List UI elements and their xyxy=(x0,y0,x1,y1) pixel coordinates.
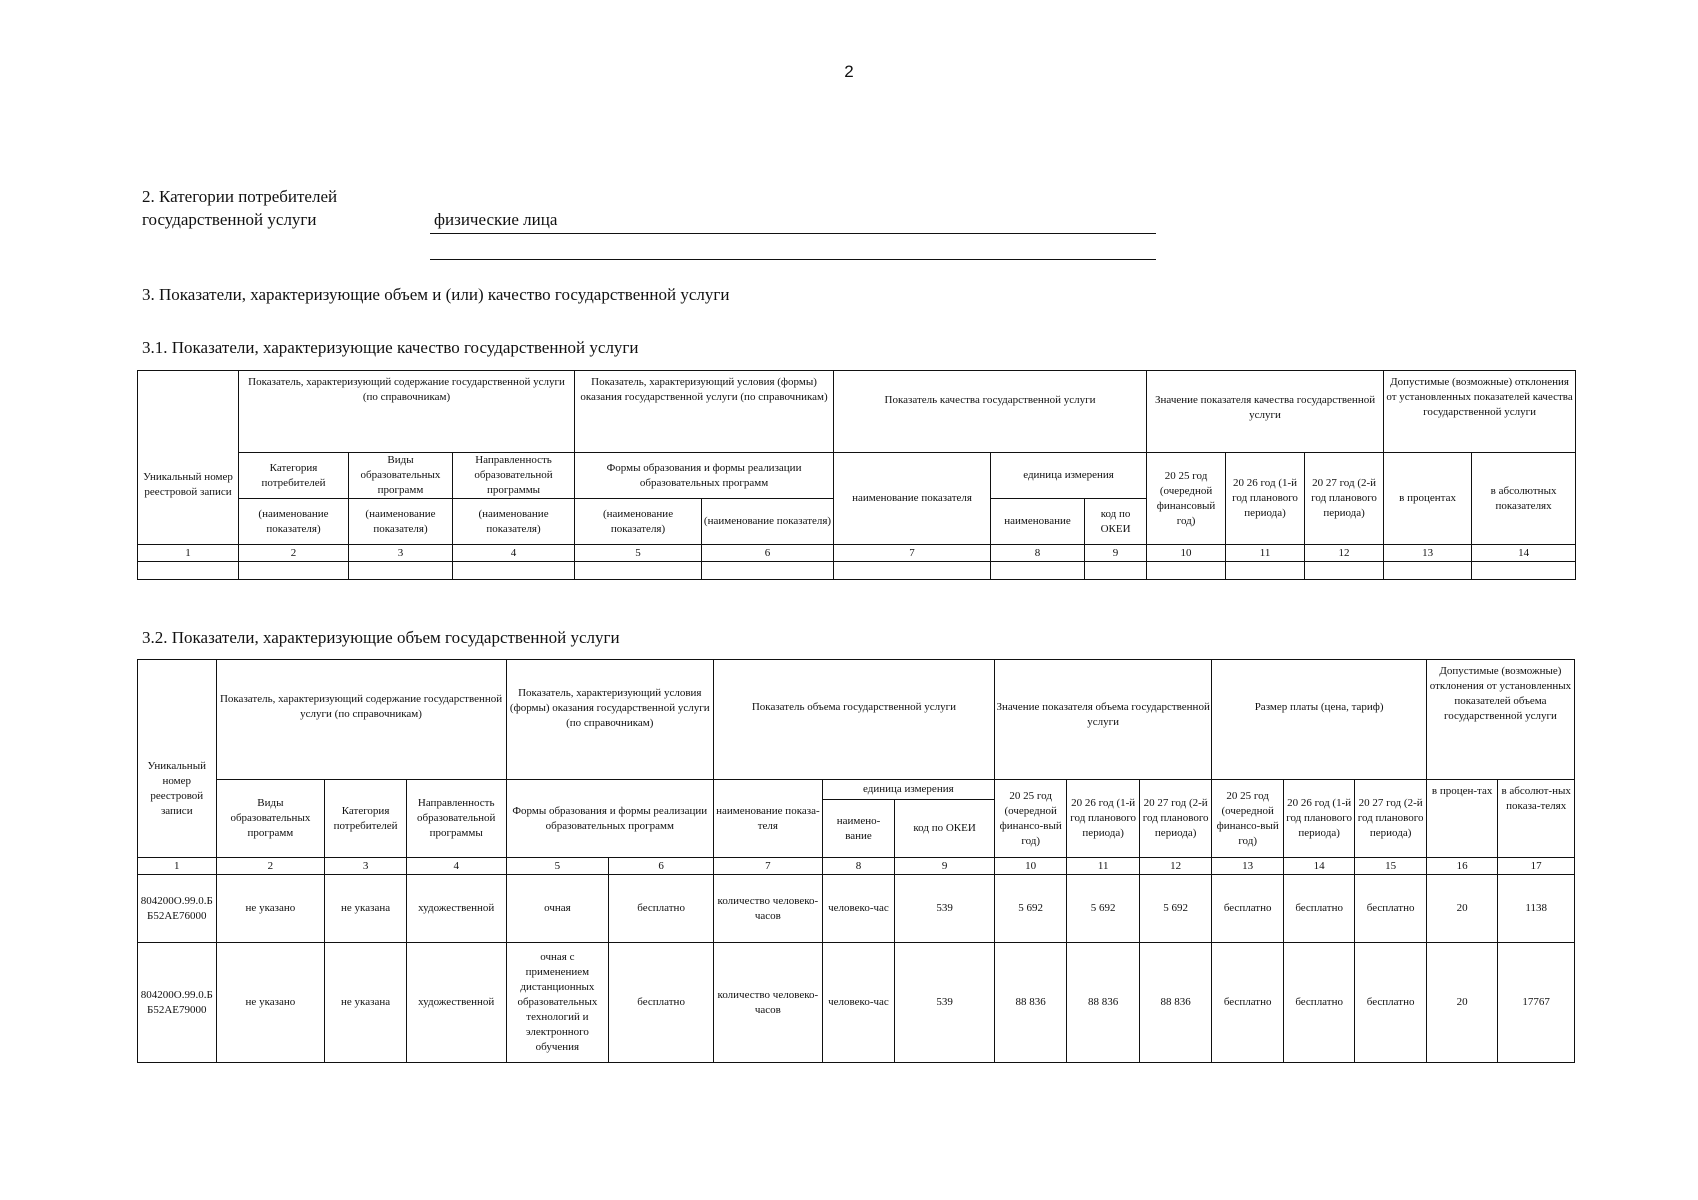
cell: не указано xyxy=(216,943,325,1063)
col-number: 3 xyxy=(349,545,453,562)
cell: очная xyxy=(506,875,609,943)
col-number: 1 xyxy=(138,545,239,562)
col-number: 5 xyxy=(506,858,609,875)
section2-underline-2 xyxy=(430,259,1156,260)
header-c3-sub: (наименование показателя) xyxy=(349,499,453,545)
cell: не указана xyxy=(325,943,407,1063)
cell: 5 692 xyxy=(994,875,1067,943)
cell: 20 xyxy=(1426,875,1497,943)
header-fee: Размер платы (цена, тариф) xyxy=(1212,660,1426,780)
header-unit: единица измерения xyxy=(991,453,1147,499)
col-number: 11 xyxy=(1067,858,1140,875)
col-number: 16 xyxy=(1426,858,1497,875)
table-row xyxy=(138,943,1575,1063)
cell: не указана xyxy=(325,875,407,943)
col-number: 6 xyxy=(702,545,834,562)
header-c6-sub: (наименование показателя) xyxy=(702,499,834,545)
header-deviations: Допустимые (возможные) отклонения от установленных показателей качества государственной услуги xyxy=(1384,371,1576,453)
cell: бесплатно xyxy=(1212,943,1283,1063)
col-number: 2 xyxy=(216,858,325,875)
section2-label-line1: 2. Категории потребителей xyxy=(142,187,338,206)
header-c14: 20 26 год (1-й год планового периода) xyxy=(1283,780,1354,858)
header-c5-sub: (наименование показателя) xyxy=(575,499,702,545)
col-number: 12 xyxy=(1305,545,1384,562)
col-number: 5 xyxy=(575,545,702,562)
header-c12: 20 27 год (2-й год планового периода) xyxy=(1305,453,1384,545)
cell: 1138 xyxy=(1498,875,1575,943)
empty-row xyxy=(138,562,1576,580)
header-c13: в процентах xyxy=(1384,453,1472,545)
cell: бесплатно xyxy=(1355,875,1426,943)
col-number: 15 xyxy=(1355,858,1426,875)
col-number: 6 xyxy=(609,858,714,875)
col-number: 1 xyxy=(138,858,217,875)
cell: человеко-час xyxy=(822,875,895,943)
cell: 20 xyxy=(1426,943,1497,1063)
header-unit: единица измерения xyxy=(822,780,994,800)
header-c13: 20 25 год (очередной финансо-вый год) xyxy=(1212,780,1283,858)
registry-number: 804200О.99.0.ББ52АЕ79000 xyxy=(138,943,217,1063)
header-conditions: Показатель, характеризующий условия (формы) оказания государственной услуги (по справочникам) xyxy=(506,660,713,780)
section2-value: физические лица xyxy=(434,210,558,229)
cell: очная с применением дистанционных образовательных технологий и электронного обучения xyxy=(506,943,609,1063)
col-number: 4 xyxy=(406,858,506,875)
header-c8: наименование xyxy=(991,499,1085,545)
header-unique: Уникальный номер реестровой записи xyxy=(138,371,239,545)
header-c4: Направленность образовательной программы xyxy=(453,453,575,499)
cell: 88 836 xyxy=(1139,943,1212,1063)
section3-title: 3. Показатели, характеризующие объем и (или) качество государственной услуги xyxy=(142,285,730,304)
header-c11: 20 26 год (1-й год планового периода) xyxy=(1067,780,1140,858)
cell: бесплатно xyxy=(1283,943,1354,1063)
col-number: 2 xyxy=(239,545,349,562)
col-number: 10 xyxy=(994,858,1067,875)
header-content: Показатель, характеризующий содержание государственной услуги (по справочникам) xyxy=(239,371,575,453)
header-c3: Категория потребителей xyxy=(325,780,407,858)
header-values: Значение показателя объема государственной услуги xyxy=(994,660,1212,780)
header-c14: в абсолютных показателях xyxy=(1472,453,1576,545)
col-number: 13 xyxy=(1212,858,1283,875)
volume-table xyxy=(137,659,1575,1063)
cell: количество человеко-часов xyxy=(713,943,822,1063)
header-c2: Категория потребителей xyxy=(239,453,349,499)
col-number: 8 xyxy=(822,858,895,875)
header-c9: код по ОКЕИ xyxy=(1085,499,1147,545)
header-quality: Показатель качества государственной услуги xyxy=(834,371,1147,453)
col-number: 11 xyxy=(1226,545,1305,562)
cell: не указано xyxy=(216,875,325,943)
cell: бесплатно xyxy=(1283,875,1354,943)
header-c2-sub: (наименование показателя) xyxy=(239,499,349,545)
col-number: 8 xyxy=(991,545,1085,562)
col-number: 3 xyxy=(325,858,407,875)
header-c56: Формы образования и формы реализации образовательных программ xyxy=(575,453,834,499)
header-unique: Уникальный номер реестровой записи xyxy=(138,660,217,858)
cell: 539 xyxy=(895,943,995,1063)
col-number: 9 xyxy=(1085,545,1147,562)
cell: количество человеко-часов xyxy=(713,875,822,943)
table-row xyxy=(138,875,1575,943)
header-c8: наимено-вание xyxy=(822,800,895,858)
section2-label-line2: государственной услуги xyxy=(142,210,317,229)
cell: художественной xyxy=(406,875,506,943)
header-c10: 20 25 год (очередной финансо-вый год) xyxy=(994,780,1067,858)
header-c2: Виды образовательных программ xyxy=(216,780,325,858)
header-c17: в абсолют-ных показа-телях xyxy=(1498,780,1575,858)
header-c10: 20 25 год (очередной финансовый год) xyxy=(1147,453,1226,545)
section31-title: 3.1. Показатели, характеризующие качество государственной услуги xyxy=(142,338,639,357)
header-c3: Виды образовательных программ xyxy=(349,453,453,499)
col-number: 14 xyxy=(1472,545,1576,562)
header-c16: в процен-тах xyxy=(1426,780,1497,858)
cell: человеко-час xyxy=(822,943,895,1063)
col-number: 9 xyxy=(895,858,995,875)
header-volume: Показатель объема государственной услуги xyxy=(713,660,994,780)
cell: бесплатно xyxy=(1212,875,1283,943)
cell: 5 692 xyxy=(1139,875,1212,943)
cell: бесплатно xyxy=(609,943,714,1063)
col-number: 17 xyxy=(1498,858,1575,875)
header-c11: 20 26 год (1-й год планового периода) xyxy=(1226,453,1305,545)
header-c7: наименование показателя xyxy=(834,453,991,545)
col-number: 7 xyxy=(834,545,991,562)
cell: художественной xyxy=(406,943,506,1063)
cell: 88 836 xyxy=(994,943,1067,1063)
cell: 5 692 xyxy=(1067,875,1140,943)
col-number: 12 xyxy=(1139,858,1212,875)
quality-table xyxy=(137,370,1576,580)
header-c4-sub: (наименование показателя) xyxy=(453,499,575,545)
header-c9: код по ОКЕИ xyxy=(895,800,995,858)
header-c7: наименование показа-теля xyxy=(713,780,822,858)
col-number: 4 xyxy=(453,545,575,562)
header-conditions: Показатель, характеризующий условия (формы) оказания государственной услуги (по справочникам) xyxy=(575,371,834,453)
col-number: 7 xyxy=(713,858,822,875)
cell: 539 xyxy=(895,875,995,943)
section32-title: 3.2. Показатели, характеризующие объем государственной услуги xyxy=(142,628,620,647)
section2-underline xyxy=(430,233,1156,234)
header-content: Показатель, характеризующий содержание государственной услуги (по справочникам) xyxy=(216,660,506,780)
col-number: 14 xyxy=(1283,858,1354,875)
registry-number: 804200О.99.0.ББ52АЕ76000 xyxy=(138,875,217,943)
page-number: 2 xyxy=(844,62,854,81)
header-c12: 20 27 год (2-й год планового периода) xyxy=(1139,780,1212,858)
cell: бесплатно xyxy=(609,875,714,943)
col-number: 10 xyxy=(1147,545,1226,562)
header-c56: Формы образования и формы реализации образовательных программ xyxy=(506,780,713,858)
header-values: Значение показателя качества государственной услуги xyxy=(1147,371,1384,453)
header-c4: Направленность образовательной программы xyxy=(406,780,506,858)
col-number: 13 xyxy=(1384,545,1472,562)
cell: 88 836 xyxy=(1067,943,1140,1063)
cell: 17767 xyxy=(1498,943,1575,1063)
header-deviations: Допустимые (возможные) отклонения от установленных показателей объема государственной услуги xyxy=(1426,660,1574,780)
cell: бесплатно xyxy=(1355,943,1426,1063)
header-c15: 20 27 год (2-й год планового периода) xyxy=(1355,780,1426,858)
